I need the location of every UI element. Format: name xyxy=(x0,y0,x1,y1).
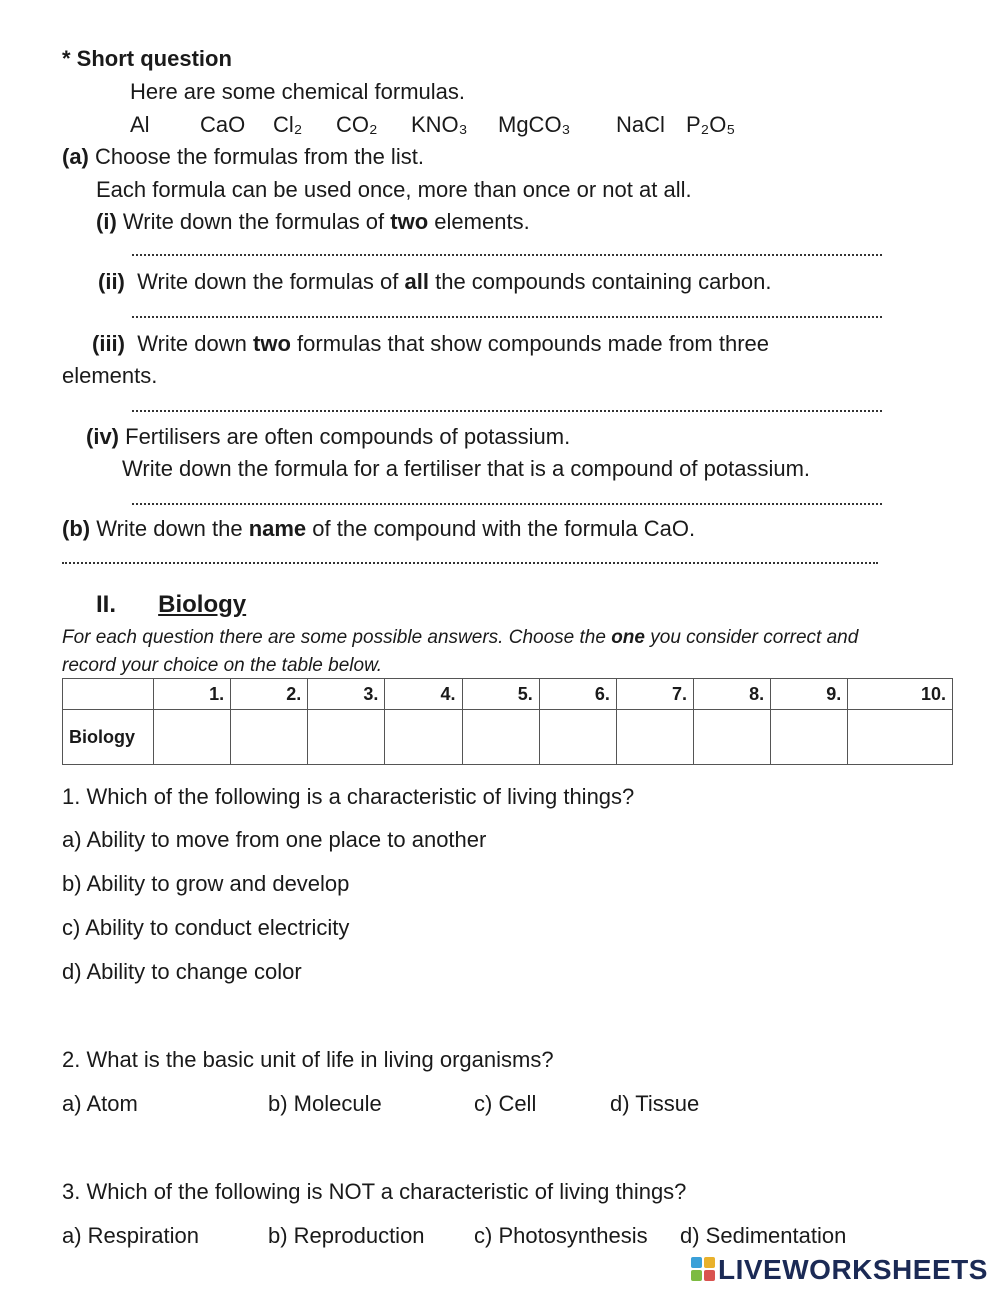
answer-cell[interactable] xyxy=(771,710,848,765)
answer-table-header: 7. xyxy=(616,679,693,710)
answer-table-header: 1. xyxy=(154,679,231,710)
question-emphasis: name xyxy=(248,516,307,541)
question-emphasis: two xyxy=(253,331,291,356)
answer-cell[interactable] xyxy=(154,710,231,765)
answer-table-header: 4. xyxy=(385,679,462,710)
answer-cell[interactable] xyxy=(231,710,308,765)
part-a-text xyxy=(62,146,424,168)
section-numeral: II. xyxy=(96,591,117,618)
answer-table-header: 3. xyxy=(308,679,385,710)
part-a-label: (a) xyxy=(62,144,89,169)
formula-item: NaCl xyxy=(616,112,665,137)
mcq-question-2: 2. What is the basic unit of life in living organisms? xyxy=(62,1047,554,1072)
question-emphasis: all xyxy=(404,269,429,294)
question-text: elements. xyxy=(434,209,530,234)
answer-table-header: 9. xyxy=(771,679,848,710)
answer-cell[interactable] xyxy=(539,710,616,765)
logo-text: LIVEWORKSHEETS xyxy=(718,1254,988,1285)
answer-line-a-ii[interactable] xyxy=(132,316,882,318)
biology-instructions-line2: record your choice on the table below. xyxy=(62,655,383,676)
formula-item: KNO₃ xyxy=(411,112,468,137)
question-text: formulas that show compounds made from three xyxy=(297,331,770,356)
answer-table-header: 6. xyxy=(539,679,616,710)
mcq-option[interactable]: c) Photosynthesis xyxy=(474,1223,648,1248)
question-a-iii-continued: elements. xyxy=(62,363,158,388)
question-a-i xyxy=(96,211,530,233)
part-a-note: Each formula can be used once, more than once or not at all. xyxy=(96,177,692,202)
answer-table-header: 8. xyxy=(693,679,770,710)
question-label: (iv) xyxy=(86,424,119,449)
biology-heading xyxy=(96,593,246,617)
question-text: Write down the formulas of xyxy=(137,269,399,294)
liveworksheets-logo xyxy=(690,1256,988,1284)
answer-table xyxy=(62,678,953,765)
question-a-iv xyxy=(86,426,570,448)
answer-cell[interactable] xyxy=(848,710,953,765)
mcq-option[interactable]: d) Tissue xyxy=(610,1091,700,1116)
answer-cell[interactable] xyxy=(693,710,770,765)
question-a-iii xyxy=(92,333,769,355)
question-text: Write down the xyxy=(96,516,243,541)
answer-cell[interactable] xyxy=(616,710,693,765)
mcq-option[interactable]: d) Ability to change color xyxy=(62,959,302,984)
mcq-option[interactable]: c) Cell xyxy=(474,1091,537,1116)
mcq-option[interactable]: a) Ability to move from one place to another xyxy=(62,827,487,852)
instruction-text: For each question there are some possible answers. Choose the xyxy=(62,627,606,648)
answer-line-b[interactable] xyxy=(62,562,878,564)
formula-item: Al xyxy=(130,112,150,137)
mcq-option[interactable]: b) Reproduction xyxy=(268,1223,425,1248)
answer-line-a-i[interactable] xyxy=(132,254,882,256)
answer-line-a-iv[interactable] xyxy=(132,503,882,505)
biology-instructions xyxy=(62,628,858,647)
question-label: (i) xyxy=(96,209,117,234)
mcq-option[interactable]: b) Ability to grow and develop xyxy=(62,871,350,896)
question-emphasis: two xyxy=(390,209,429,234)
answer-line-a-iii[interactable] xyxy=(132,410,882,412)
question-a-ii xyxy=(98,271,771,293)
section-title-short-question: * Short question xyxy=(62,46,232,71)
mcq-option[interactable]: a) Atom xyxy=(62,1091,138,1116)
mcq-question-1: 1. Which of the following is a characteristic of living things? xyxy=(62,784,635,809)
part-b-label: (b) xyxy=(62,516,91,541)
answer-row-label: Biology xyxy=(63,710,154,765)
mcq-option[interactable]: b) Molecule xyxy=(268,1091,382,1116)
section-title-biology: Biology xyxy=(158,591,247,618)
question-text: Write down the formulas of xyxy=(122,209,385,234)
answer-table-header: 2. xyxy=(231,679,308,710)
question-label: (iii) xyxy=(92,331,125,356)
question-b xyxy=(62,518,695,540)
answer-table-header: 10. xyxy=(848,679,953,710)
question-text: Write down xyxy=(137,331,247,356)
formula-item: MgCO₃ xyxy=(498,112,571,137)
part-a-instruction: Choose the formulas from the list. xyxy=(95,144,424,169)
mcq-option[interactable]: a) Respiration xyxy=(62,1223,199,1248)
formula-item: CO₂ xyxy=(336,112,378,137)
answer-cell[interactable] xyxy=(385,710,462,765)
intro-text: Here are some chemical formulas. xyxy=(130,79,466,104)
question-text: Fertilisers are often compounds of potassium. xyxy=(125,424,571,449)
answer-table-row xyxy=(63,710,953,765)
question-a-iv-continued: Write down the formula for a fertiliser that is a compound of potassium. xyxy=(122,456,811,481)
question-text: the compounds containing carbon. xyxy=(435,269,772,294)
answer-cell[interactable] xyxy=(308,710,385,765)
formula-item: P₂O₅ xyxy=(686,112,736,137)
question-text: of the compound with the formula CaO. xyxy=(312,516,696,541)
question-label: (ii) xyxy=(98,269,125,294)
instruction-emphasis: one xyxy=(611,627,645,648)
answer-cell[interactable] xyxy=(462,710,539,765)
mcq-question-3: 3. Which of the following is NOT a characteristic of living things? xyxy=(62,1179,687,1204)
mcq-option[interactable]: d) Sedimentation xyxy=(680,1223,847,1248)
answer-table-corner xyxy=(63,679,154,710)
formula-item: Cl₂ xyxy=(273,112,303,137)
instruction-text: you consider correct and xyxy=(650,627,859,648)
liveworksheets-logo-icon xyxy=(690,1256,716,1282)
formula-item: CaO xyxy=(200,112,246,137)
answer-table-header-row xyxy=(63,679,953,710)
answer-table-header: 5. xyxy=(462,679,539,710)
mcq-option[interactable]: c) Ability to conduct electricity xyxy=(62,915,350,940)
